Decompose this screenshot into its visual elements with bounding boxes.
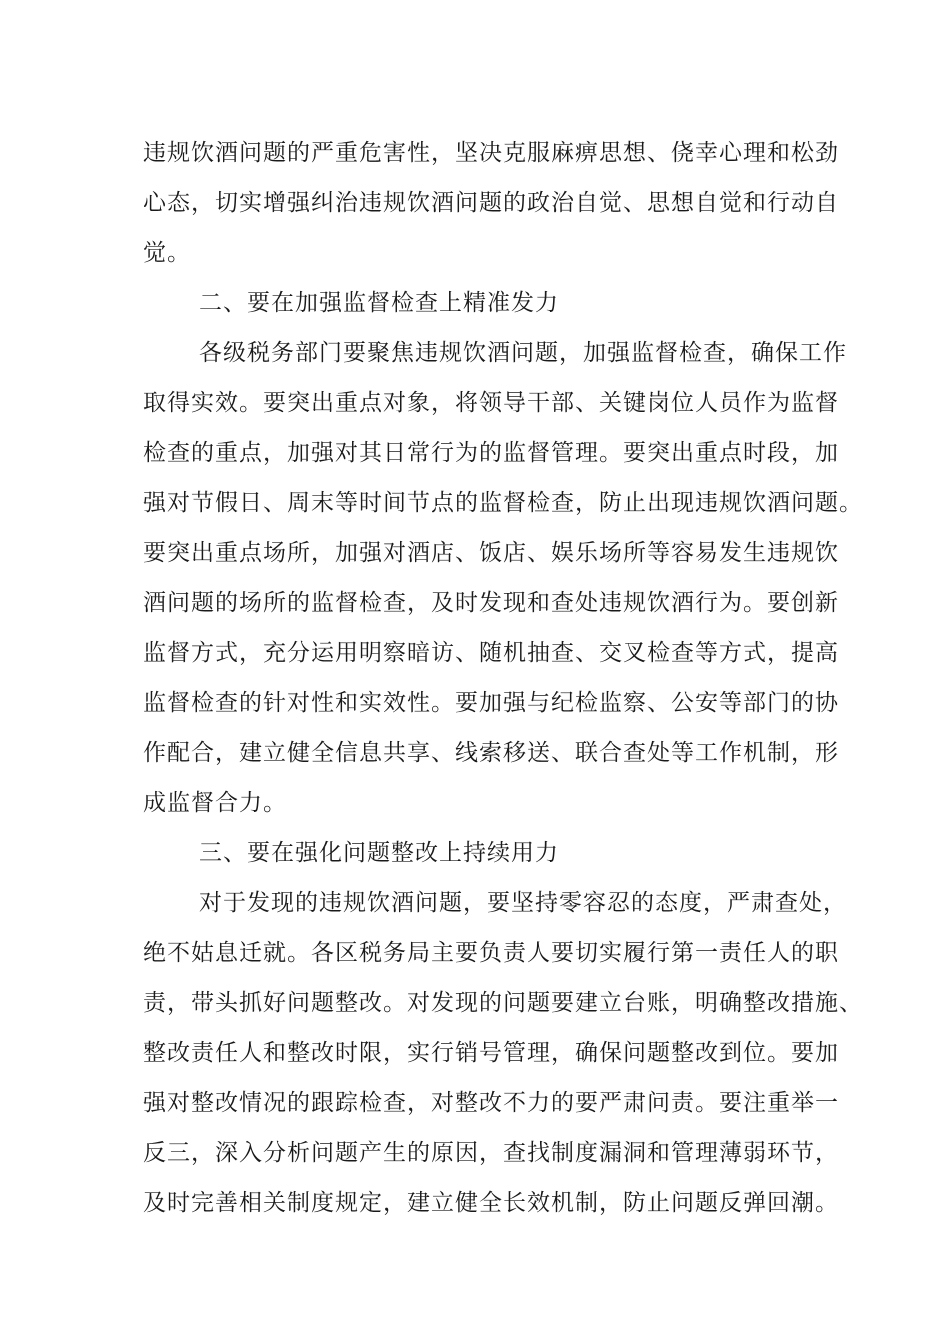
paragraph-line: 检查的重点，加强对其日常行为的监督管理。要突出重点时段，加 [143,440,839,466]
paragraph-line: 取得实效。要突出重点对象，将领导干部、关键岗位人员作为监督 [143,390,839,416]
paragraph-line: 责，带头抓好问题整改。对发现的问题要建立台账，明确整改措施、 [143,990,863,1016]
paragraph-line: 强对整改情况的跟踪检查，对整改不力的要严肃问责。要注重举一 [143,1090,839,1116]
paragraph-line: 酒问题的场所的监督检查，及时发现和查处违规饮酒行为。要创新 [143,590,839,616]
paragraph-line: 反三，深入分析问题产生的原因，查找制度漏洞和管理薄弱环节， [143,1140,839,1166]
section-heading-2: 二、要在加强监督检查上精准发力 [199,290,559,316]
paragraph-line: 强对节假日、周末等时间节点的监督检查，防止出现违规饮酒问题。 [143,490,863,516]
paragraph-line: 及时完善相关制度规定，建立健全长效机制，防止问题反弹回潮。 [143,1190,839,1216]
paragraph-continuation-line: 觉。 [143,240,191,266]
paragraph-line: 要突出重点场所，加强对酒店、饭店、娱乐场所等容易发生违规饮 [143,540,839,566]
paragraph-line: 作配合，建立健全信息共享、线索移送、联合查处等工作机制，形 [143,740,839,766]
paragraph-line: 绝不姑息迁就。各区税务局主要负责人要切实履行第一责任人的职 [143,940,839,966]
paragraph-continuation-line: 心态，切实增强纠治违规饮酒问题的政治自觉、思想自觉和行动自 [143,190,839,216]
paragraph-line: 监督检查的针对性和实效性。要加强与纪检监察、公安等部门的协 [143,690,839,716]
paragraph-line: 成监督合力。 [143,790,287,816]
document-body [143,128,863,1228]
paragraph-line: 对于发现的违规饮酒问题，要坚持零容忍的态度，严肃查处， [199,890,847,916]
paragraph-line: 整改责任人和整改时限，实行销号管理，确保问题整改到位。要加 [143,1040,839,1066]
paragraph-continuation-line: 违规饮酒问题的严重危害性，坚决克服麻痹思想、侥幸心理和松劲 [143,140,839,166]
paragraph-line: 各级税务部门要聚焦违规饮酒问题，加强监督检查，确保工作 [199,340,847,366]
section-heading-3: 三、要在强化问题整改上持续用力 [199,840,559,866]
paragraph-line: 监督方式，充分运用明察暗访、随机抽查、交叉检查等方式，提高 [143,640,839,666]
